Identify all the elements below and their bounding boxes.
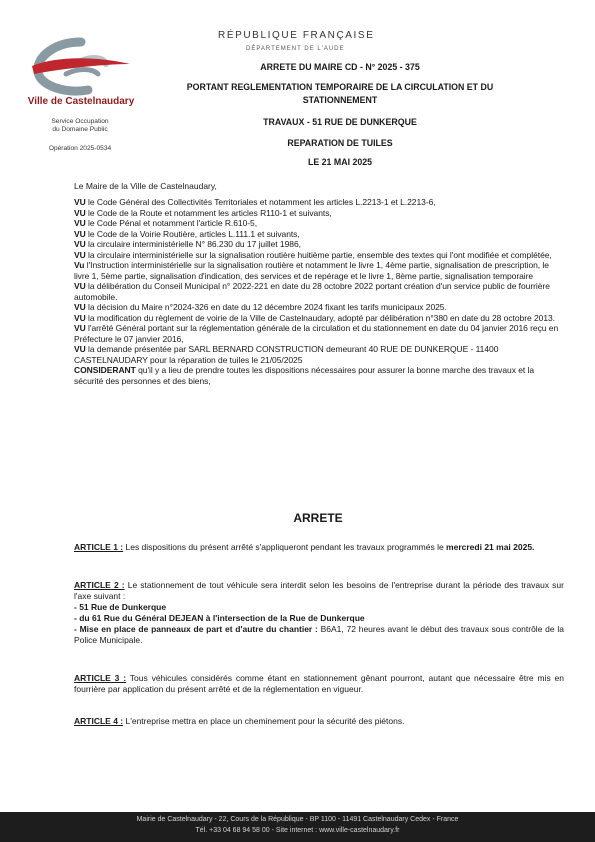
town-name: Ville de Castelnaudary: [27, 96, 135, 107]
visa-item: VU le Code de la Voirie Routière, articles L.111.1 et suivants,: [74, 228, 300, 239]
republic-heading: RÉPUBLIQUE FRANÇAISE: [218, 30, 375, 41]
works-date: LE 21 MAI 2025: [307, 157, 373, 167]
decree-number: ARRETE DU MAIRE CD - N° 2025 - 375: [260, 62, 420, 72]
arrete-heading: ARRETE: [293, 511, 343, 525]
visa-item: VU la décision du Maire n°2024-326 en date du 12 décembre 2024 fixant les tarifs municipaux 2025.: [74, 302, 447, 312]
article-2-street-2: - du 61 Rue du Général DEJEAN à l'intersection de la Rue de Dunkerque: [74, 613, 365, 623]
footer-address: Mairie de Castelnaudary - 22, Cours de la République - BP 1100 - 11491 Castelnaudary Cedex - France: [136, 816, 459, 823]
operation-number: Opération 2025-0534: [48, 145, 112, 152]
visa-item: VU le Code Général des Collectivités Territoriales et notamment les articles L.2213-1 et L.2213-6,: [74, 197, 436, 207]
visa-item: VU l'arrêté Général portant sur la réglementation générale de la circulation et du stationnement en date du 04 janvier 2016 reçu en Préfecture le 07 janvier 2016,: [74, 323, 559, 344]
visa-item: VU la demande présentée par SARL BERNARD CONSTRUCTION demeurant 40 RUE DE DUNKERQUE - 11400 CASTELNAUDARY pour la réparation de tuiles le 21/05/2025: [74, 344, 499, 365]
logo-graphic: [26, 34, 136, 100]
department-heading: DÉPARTEMENT DE L'AUDE: [246, 46, 345, 52]
mayor-intro: Le Maire de la Ville de Castelnaudary,: [74, 181, 217, 191]
service-line-1: Service Occupation: [51, 118, 109, 125]
article-2-street-1: - 51 Rue de Dunkerque: [74, 602, 167, 612]
works-location: TRAVAUX - 51 RUE DE DUNKERQUE: [263, 117, 417, 127]
service-name: [30, 118, 130, 134]
article-1: ARTICLE 1 : Les dispositions du présent arrêté s'appliqueront pendant les travaux programmés le mercredi 21 mai 2025.: [74, 542, 535, 552]
footer-contact: Tél. +33 04 68 94 58 00 - Site internet : www.ville-castelnaudary.fr: [195, 827, 400, 834]
visa-item: VU la circulaire interministérielle sur la signalisation routière huitième partie, ensemble des textes qui l'ont modifiée et complétée,: [74, 249, 552, 260]
decree-title-line-1: PORTANT REGLEMENTATION TEMPORAIRE DE LA CIRCULATION ET DU: [186, 82, 494, 92]
visa-item: Vu l'Instruction interministérielle sur la signalisation routière et notamment le livre 1, 4ème partie, signalisation de prescription, le livre 1, 5ème partie, signalisation d'indication, des services et de repérage et le livre 1, 8ème partie, signalisation temporaire: [74, 260, 549, 281]
visas-list: [74, 197, 564, 386]
visa-item: CONSIDERANT qu'il y a lieu de prendre toutes les dispositions nécessaires pour assurer la bonne marche des travaux et la sécurité des personnes et des biens,: [74, 365, 535, 386]
visa-item: VU le Code de la Route et notamment les articles R110-1 et suivants,: [74, 207, 332, 218]
article-2-signage: - Mise en place de panneaux de part et d'autre du chantier : B6A1, 72 heures avant le début des travaux sous contrôle de la Police Municipale.: [74, 624, 565, 645]
article-2: ARTICLE 2 : Le stationnement de tout véhicule sera interdit selon les besoins de l'entreprise durant la période des travaux sur l'axe suivant : - 51 Rue de Dunkerque - du 61 Rue du Général DEJEAN à l'intersection de la Rue de Dunkerque - Mise en place de panneaux de part et d'autre du chantier : B6A1, 72 heures avant le début des travaux sous contrôle de la Police Municipale.: [74, 580, 565, 645]
decree-title-line-2: STATIONNEMENT: [302, 95, 378, 105]
visa-item: VU la circulaire interministérielle N° 86.230 du 17 juillet 1986,: [74, 239, 301, 249]
town-logo: [26, 34, 136, 100]
service-line-2: du Domaine Public: [52, 126, 108, 133]
works-description: REPARATION DE TUILES: [287, 138, 393, 148]
visa-item: VU la délibération du Conseil Municipal n° 2022-221 en date du 28 octobre 2022 portant création d'un service public de fourrière automobile.: [74, 281, 550, 302]
article-4: ARTICLE 4 : L'entreprise mettra en place un cheminement pour la sécurité des piétons.: [74, 716, 405, 726]
article-3: ARTICLE 3 : Tous véhicules considérés comme étant en stationnement gênant pourront, autant que nécessaire être mis en fourrière par application du présent arrêté et de la réglementation en vigueur.: [74, 673, 564, 694]
visa-item: VU le Code Pénal et notamment l'article R.610-5,: [74, 218, 258, 228]
visa-item: VU la modification du règlement de voirie de la Ville de Castelnaudary, adopté par délibération n°380 en date du 28 octobre 2013.: [74, 312, 555, 323]
